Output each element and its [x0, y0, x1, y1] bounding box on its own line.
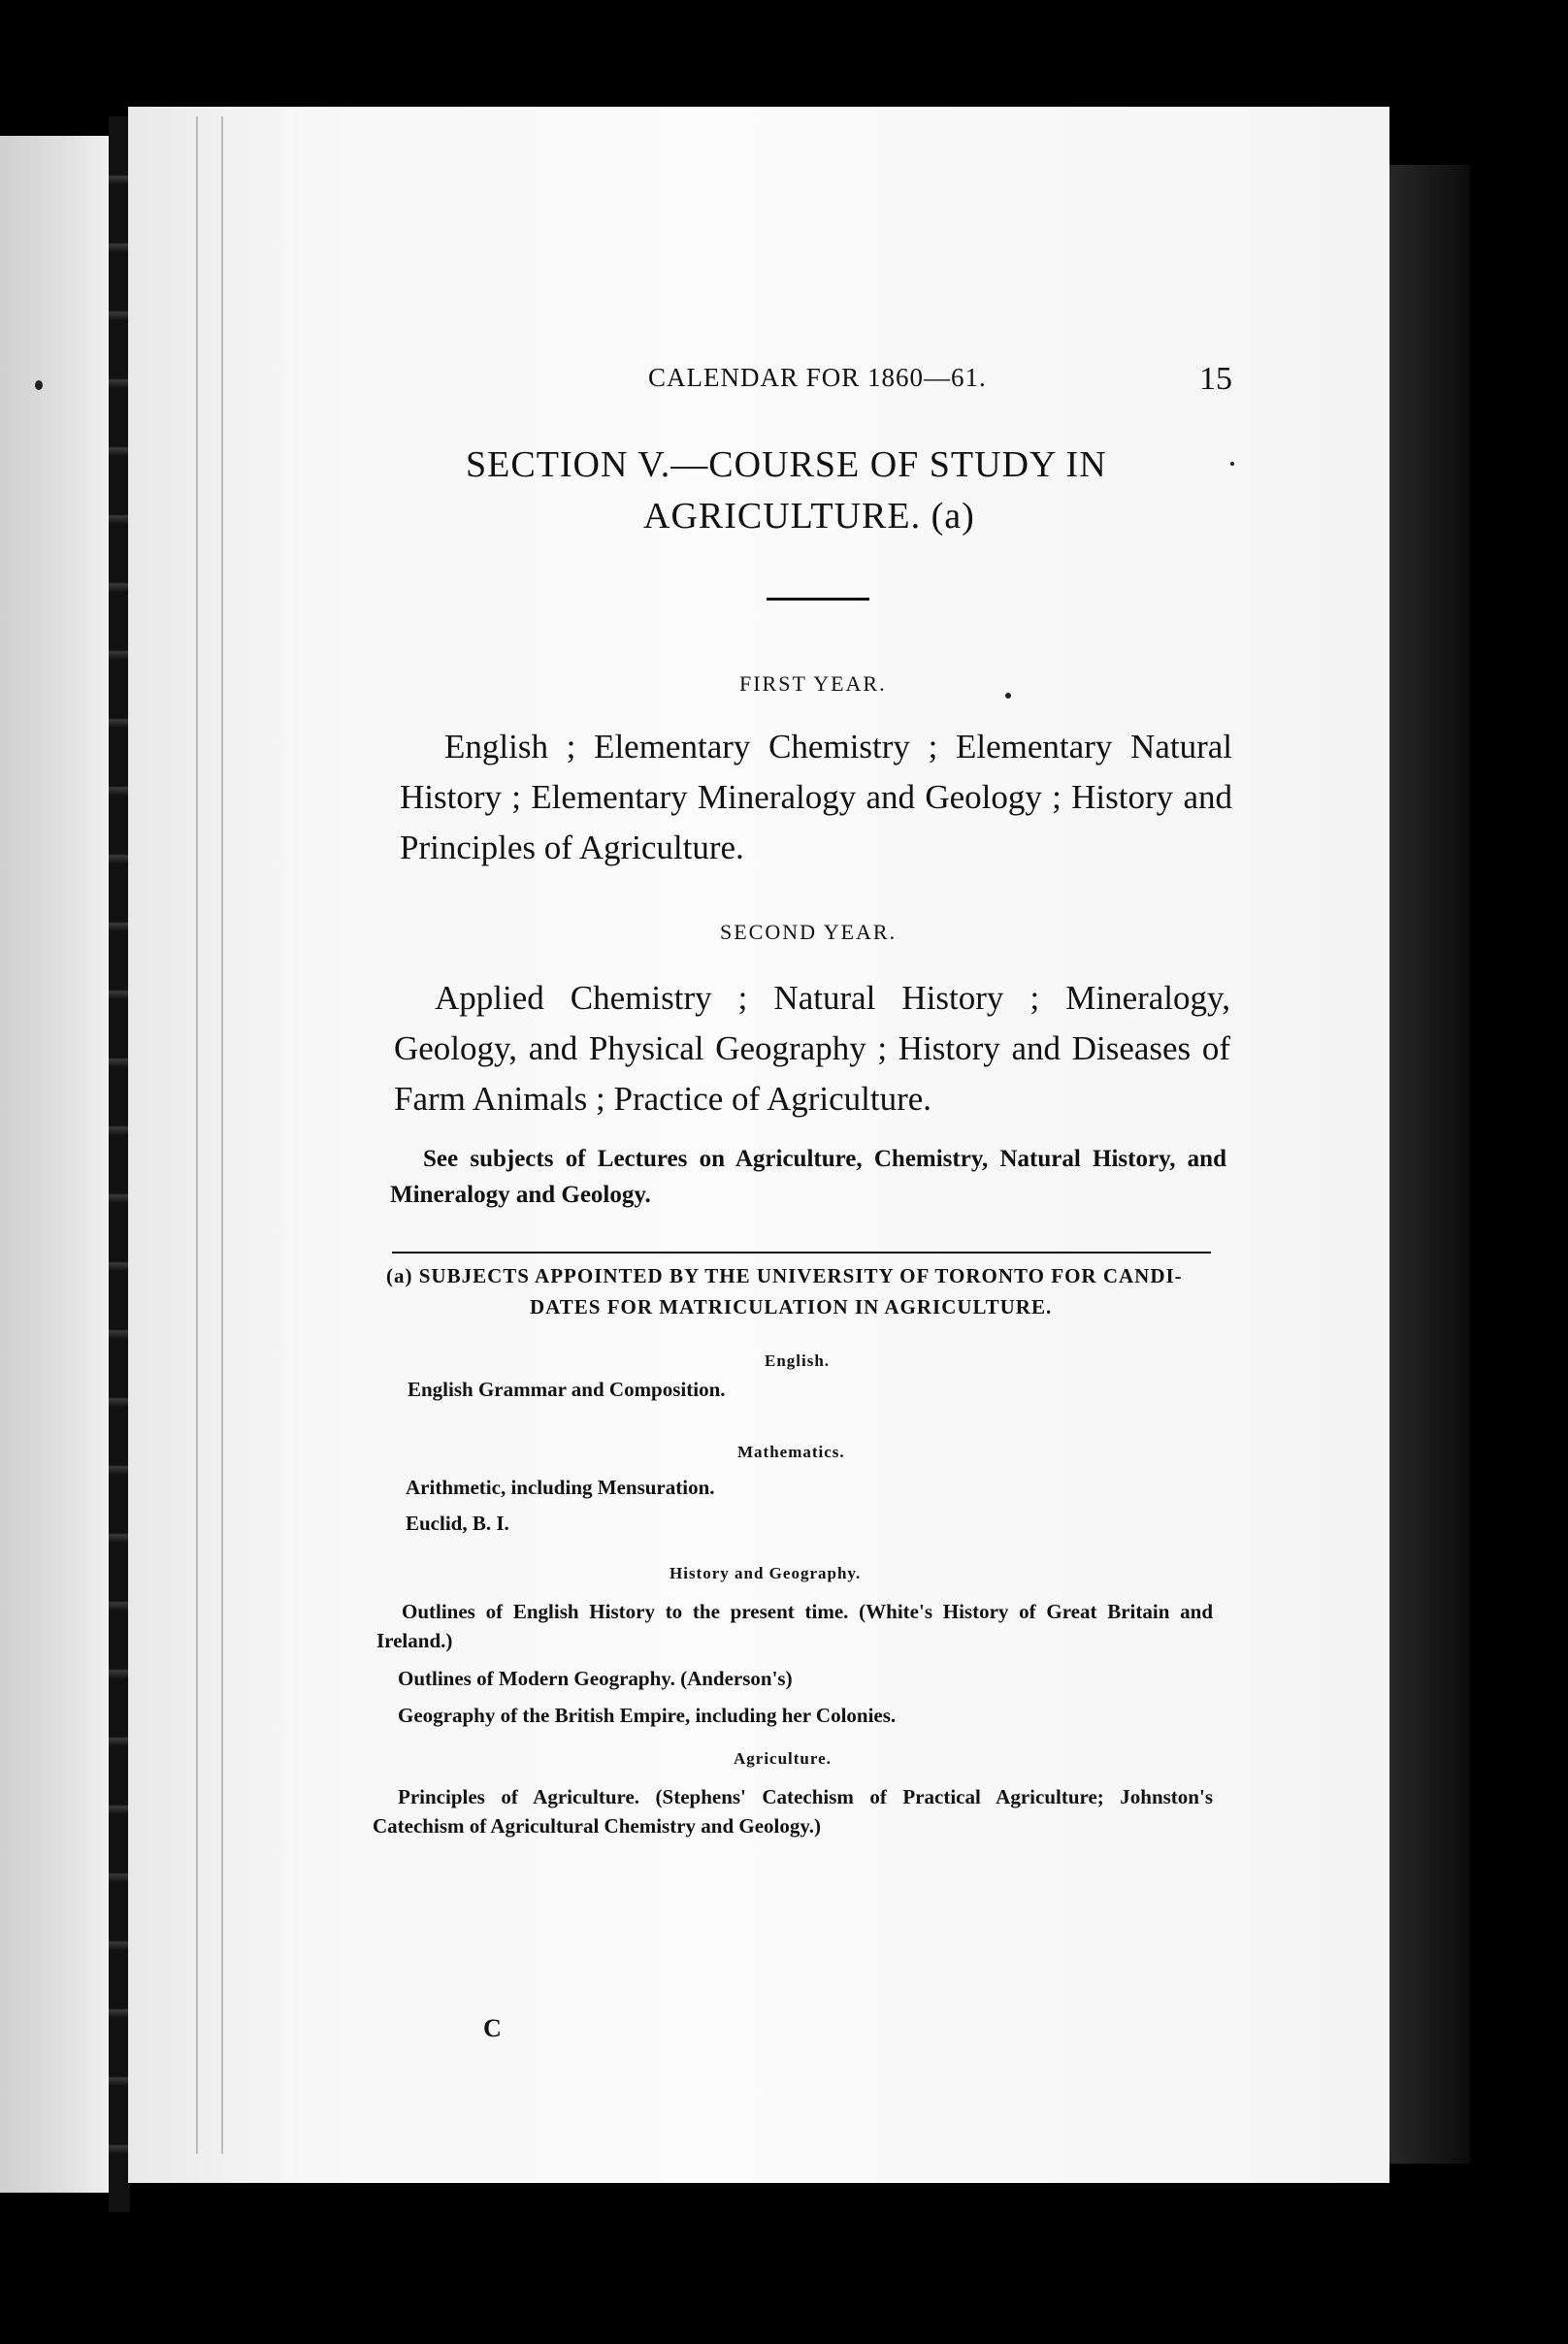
first-year-text: English ; Elementary Chemistry ; Elementary Natural History ; Elementary Mineralogy and Geology ; History and Principles of Agriculture.: [400, 728, 1232, 866]
ink-speck: [1005, 693, 1011, 699]
lectures-note: See subjects of Lectures on Agriculture, Chemistry, Natural History, and Mineralogy and Geology.: [390, 1146, 1226, 1208]
footnote-heading-line-2: DATES FOR MATRICULATION IN AGRICULTURE.: [530, 1295, 1053, 1318]
running-head: CALENDAR FOR 1860—61.: [648, 363, 987, 392]
history-geography-item: Outlines of English History to the present time. (White's History of Great Britain and Ireland.): [376, 1600, 1213, 1652]
agriculture-heading: Agriculture.: [734, 1749, 832, 1768]
history-geography-item: Geography of the British Empire, including her Colonies.: [398, 1704, 897, 1727]
left-facing-page-edge: [0, 136, 116, 2193]
title-rule: [767, 598, 869, 601]
agriculture-item: Principles of Agriculture. (Stephens' Catechism of Practical Agriculture; Johnston's Catechism of Agricultural Chemistry and Geology.): [373, 1785, 1213, 1838]
page-number: 15: [1199, 361, 1232, 397]
footnote-heading-line-1: (a) SUBJECTS APPOINTED BY THE UNIVERSITY OF TORONTO FOR CANDI-: [386, 1264, 1183, 1287]
mathematics-item: Arithmetic, including Mensuration.: [406, 1476, 715, 1499]
section-title-line-1: SECTION V.—COURSE OF STUDY IN: [466, 444, 1107, 485]
first-year-subjects: [400, 722, 1232, 873]
crease-line: [196, 116, 198, 2154]
crease-line: [221, 116, 223, 2154]
english-item: English Grammar and Composition.: [408, 1378, 726, 1401]
signature-mark: C: [483, 2014, 502, 2042]
book-binding-gutter: [109, 116, 130, 2212]
footnote-rule: [392, 1252, 1211, 1253]
second-year-heading: SECOND YEAR.: [720, 920, 898, 944]
english-heading: English.: [765, 1351, 831, 1370]
second-year-text: Applied Chemistry ; Natural History ; Mineralogy, Geology, and Physical Geography ; History and Diseases of Farm Animals ; Practice of Agriculture.: [394, 979, 1230, 1118]
ink-speck: [35, 380, 43, 390]
mathematics-item: Euclid, B. I.: [406, 1512, 509, 1535]
first-year-heading: FIRST YEAR.: [739, 671, 887, 696]
ink-speck: [1230, 462, 1234, 466]
history-geography-item: Outlines of Modern Geography. (Anderson's): [398, 1667, 793, 1690]
second-year-subjects: [394, 973, 1230, 1124]
history-geography-heading: History and Geography.: [670, 1564, 862, 1582]
mathematics-heading: Mathematics.: [737, 1443, 845, 1461]
right-page-edge: [1383, 165, 1470, 2164]
section-title-line-2: AGRICULTURE. (a): [643, 496, 975, 537]
